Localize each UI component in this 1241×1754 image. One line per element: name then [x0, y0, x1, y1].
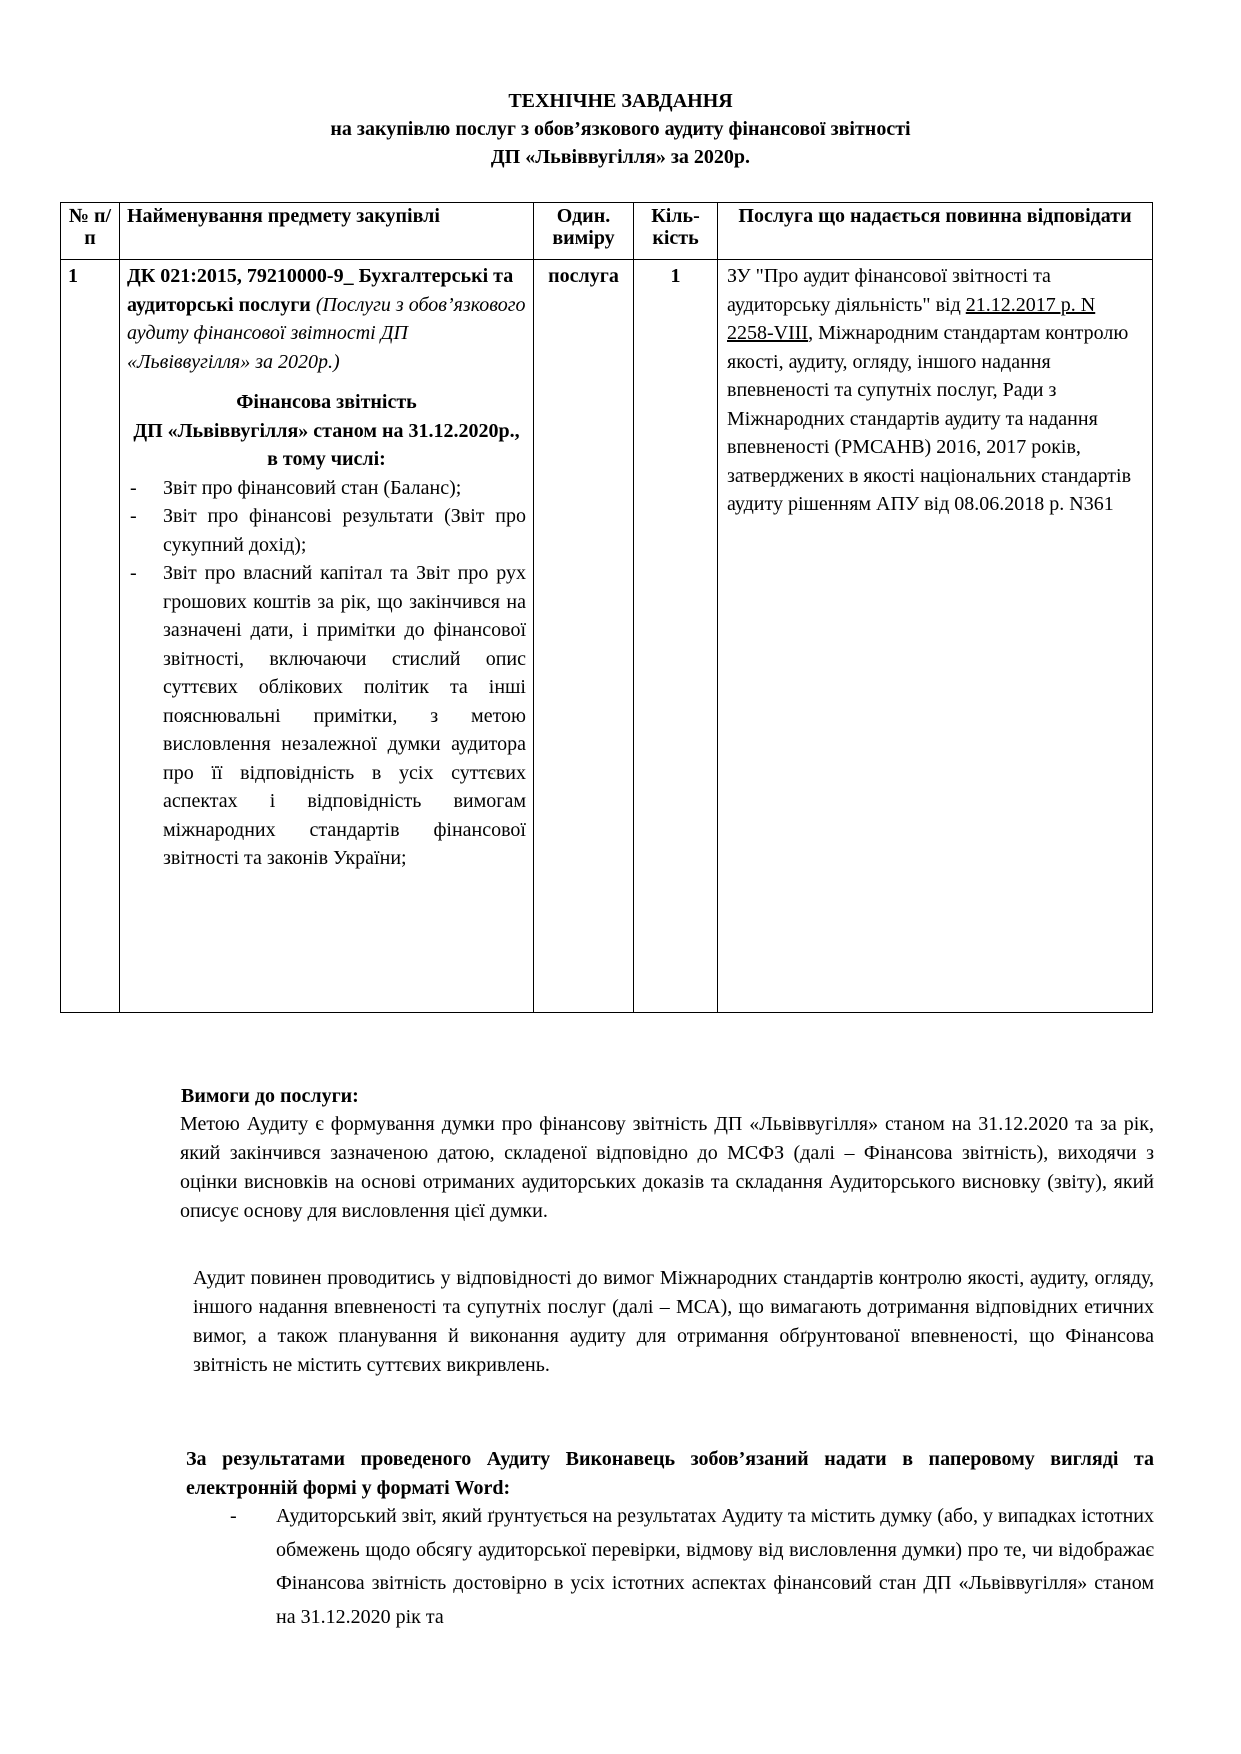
document-subtitle-2: ДП «Львіввугілля» за 2020р.: [490, 146, 751, 168]
row-num: 1: [61, 260, 120, 1013]
item-description: [127, 262, 526, 376]
service-text-end: , Міжнародним стандартам контролю якості, аудиту, огляду, іншого надання впевненості та супутніх послуг, Ради з Міжнародних стандартів аудиту та надання впевненості (РМСАНВ) 2016, 2017 років, затверджених в якості національних стандартів аудиту рішенням АПУ від 08.06.2018 р. N361: [727, 322, 1132, 515]
section-title-line1: Фінансова звітність: [236, 391, 417, 413]
header-name: Найменування предмету закупівлі: [120, 203, 534, 260]
row-qty: 1: [634, 260, 718, 1013]
list-item: - Звіт про фінансовий стан (Баланс);: [127, 474, 526, 503]
law-link[interactable]: 21.12.2017 р. N 2258-VIII: [727, 293, 1096, 344]
report-list: [127, 474, 526, 873]
item-note: (Послуги з обов’язкового аудиту фінансової звітності ДП «Львіввугілля» за 2020р.): [127, 293, 526, 373]
results-list: [230, 1500, 1154, 1634]
results-heading: За результатами проведеного Аудиту Виконавець зобов’язаний надати в паперовому вигляді та електронній формі у форматі Word:: [186, 1448, 1154, 1499]
requirements-paragraph-2: Аудит повинен проводитись у відповідності до вимог Міжнародних стандартів контролю якості, аудиту, огляду, іншого надання впевненості та супутніх послуг (далі – МСА), що вимагають дотримання відповідних етичних вимог, а також планування й виконання аудиту для отримання обґрунтованої впевненості, що Фінансова звітність не містить суттєвих викривлень.: [193, 1267, 1154, 1376]
row-service: [718, 260, 1153, 1013]
row-name-cell: [120, 260, 534, 1013]
header-service: Послуга що надається повинна відповідати: [718, 203, 1153, 260]
document-subtitle: на закупівлю послуг з обов’язкового аудиту фінансової звітності: [330, 118, 911, 140]
specification-table: [60, 202, 1153, 1013]
requirements-heading: Вимоги до послуги:: [181, 1085, 359, 1107]
table-header-row: [61, 203, 1153, 260]
requirements-paragraph-1: Метою Аудиту є формування думки про фінансову звітність ДП «Львіввугілля» станом на 31.12.2020 та за рік, який закінчився зазначеною датою, складеної відповідно до МСФЗ (далі – Фінансова звітність), виходячи з оцінки висновків на основі отриманих аудиторських доказів та складання Аудиторського висновку (звіту), який описує основу для висловлення цієї думки.: [180, 1113, 1154, 1222]
list-dash: -: [230, 1505, 237, 1527]
item-code: ДК 021:2015, 79210000-9_ Бухгалтерські та аудиторські послуги: [127, 265, 514, 316]
results-item-1: Аудиторський звіт, який ґрунтується на результатах Аудиту та містить думку (або, у випадках істотних обмежень щодо обсягу аудиторської перевірки, відмову від висловлення думки) про те, чи відображає Фінансова звітність достовірно в усіх істотних аспектах фінансовий стан ДП «Львіввугілля» станом на 31.12.2020 рік та: [276, 1505, 1154, 1628]
section-title-line2: ДП «Львіввугілля» станом на 31.12.2020р., в тому числі:: [133, 419, 520, 470]
header-num: № п/п: [61, 203, 120, 260]
list-item: - Звіт про власний капітал та Звіт про рух грошових коштів за рік, що закінчився на зазначені дати, і примітки до фінансової звітності, включаючи стислий опис суттєвих облікових політик та інші пояснювальні примітки, з метою висловлення незалежної думки аудитора про її відповідність в усіх суттєвих аспектах і відповідність вимогам міжнародних стандартів фінансової звітності та законів України;: [127, 559, 526, 873]
list-item: - Звіт про фінансові результати (Звіт про сукупний дохід);: [127, 502, 526, 559]
section-title: [127, 388, 526, 474]
row-unit: послуга: [534, 260, 634, 1013]
service-text-start: ЗУ "Про аудит фінансової звітності та аудиторську діяльність" від: [727, 265, 1051, 316]
header-unit: Один. виміру: [534, 203, 634, 260]
list-item: [230, 1500, 1154, 1634]
document-title: ТЕХНІЧНЕ ЗАВДАННЯ: [508, 90, 733, 112]
table-row: [61, 260, 1153, 1013]
header-qty: Кіль-кість: [634, 203, 718, 260]
